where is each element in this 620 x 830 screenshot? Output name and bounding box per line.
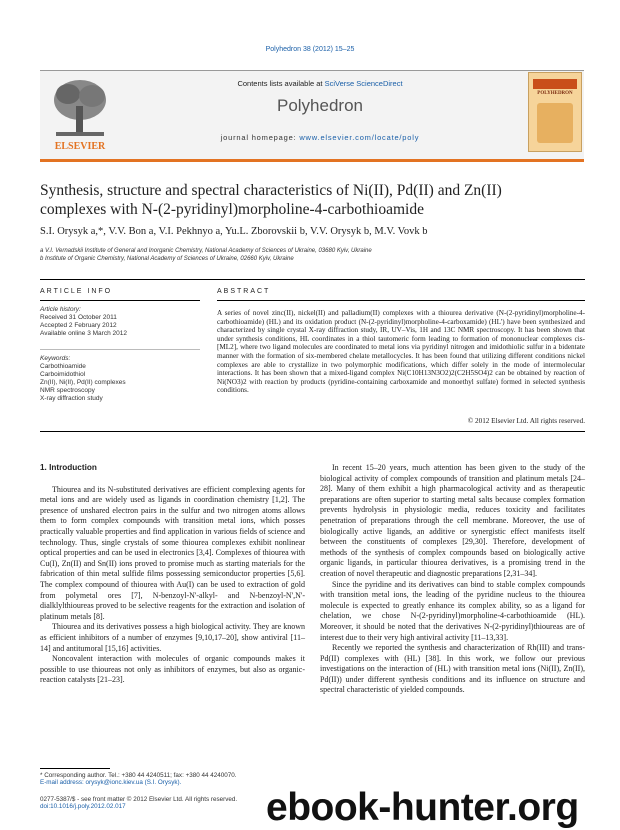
section-heading-introduction: 1. Introduction xyxy=(40,463,97,472)
publisher-name: ELSEVIER xyxy=(54,141,106,152)
abstract-heading: ABSTRACT xyxy=(217,288,271,295)
journal-name: Polyhedron xyxy=(276,96,363,115)
email-address-link[interactable]: E-mail address: orysyk@ionc.kiev.ua (S.I. Orysyk). xyxy=(40,779,182,786)
elsevier-tree-logo-icon xyxy=(44,72,116,154)
title-line-1: Synthesis, structure and spectral characteristics of Ni(II), Pd(II) and Zn(II) xyxy=(40,182,502,199)
contents-availability xyxy=(120,79,520,88)
article-info-heading: ARTICLE INFO xyxy=(40,288,113,295)
paragraph: Thiourea and its N-substituted derivatives are efficient complexing agents for metal ions and are widely used as ligands in coordination chemistry [1,2]. The presence of unshared electron pairs in the sulfur and two nitrogen atoms allows them to form complex compounds with transition metal ions, which posses practically valuable properties and find application in various fields of science and technology. Thus, single crystals of some thiourea complexes exhibit nonlinear optical properties and can be used in electronics [3,4]. Complexes of thiourea with Cu(I), Zn(II) and Sn(II) ions proved to promise much as starting materials for the fabrication of thin metal sulfide films possessing semiconductor properties [5,6]. The complex compound of thiourea with Au(I) can be used to extraction of gold from polymetal ores [7], N-benzoyl-N'-alkyl- and N-benzoyl-N',N'-dialklylthioureas proved to be selective reagents for the extraction and isolation of platinum metals [8]. xyxy=(40,484,305,621)
article-title xyxy=(40,181,585,219)
history-online: Available online 3 March 2012 xyxy=(40,330,127,337)
divider xyxy=(217,300,585,301)
homepage-link[interactable]: www.elsevier.com/locate/poly xyxy=(299,133,420,142)
paragraph: Noncovalent interaction with molecules of organic compounds makes it possible to use thioureas not only as inhibitors of enzymes, but also as organic-reaction catalysts [21–23]. xyxy=(40,654,305,685)
keyword-item: Carboimidothiol xyxy=(40,371,86,378)
abstract-copyright: © 2012 Elsevier Ltd. All rights reserved. xyxy=(467,417,585,425)
paragraph: In recent 15–20 years, much attention has been given to the study of the biological activity of complex compounds of transition and platinum metals [24–28]. Many of them exhibit a high pharmacological activity and as therapeutic preparations are often superior to starting metal salts because complex formation prevents hydrolysis in physiologic media, reduces toxicity and facilitates penetration of preparations through the cell membrane. Moreover, the use of biologically active ligands, an additive or synergistic effect manifests itself between the constituents of complexes [29,30]. Therefore, development of methods of the synthesis of complex compounds based on biologically active organic ligands, in particular thiourea derivatives, is a promising trend in the creation of novel therapeutic and diagnostic preparations [2,31–34]. xyxy=(320,463,585,578)
footnote-divider xyxy=(40,768,110,769)
history-received: Received 31 October 2011 xyxy=(40,314,117,321)
left-column xyxy=(40,463,305,686)
keyword-item: Zn(II), Ni(II), Pd(II) complexes xyxy=(40,379,126,386)
keywords-block xyxy=(40,355,205,403)
homepage-prefix: journal homepage: xyxy=(220,133,300,142)
divider xyxy=(40,279,585,280)
title-line-2: complexes with N-(2-pyridinyl)morpholine-4-carbothioamide xyxy=(40,201,424,218)
affiliation-b: b Institute of Organic Chemistry, National Academy of Sciences of Ukraine, 02660 Kyiv, Ukraine xyxy=(40,256,294,262)
keywords-label: Keywords: xyxy=(40,355,71,362)
keyword-item: Carbothioamide xyxy=(40,363,86,370)
paragraph: Since the pyridine and its derivatives can bind to stable complex compounds with transition metal ions, the leading of the pyridine nucleus to the thiourea molecule is expected to greatly enhance its complex ability, so as a ligand for chelation, we chose N-(2-pyridinyl)morpholine-4-carbothioamide (HL). Moreover, it should be noted that the derivatives N-(2-pyridinyl)thioureas are of interest due to their very high antiviral activity [11–13,33]. xyxy=(320,579,585,642)
corresponding-author-note: * Corresponding author. Tel.: +380 44 4240511; fax: +380 44 4240070. xyxy=(40,772,237,779)
doi-link[interactable]: doi:10.1016/j.poly.2012.02.017 xyxy=(40,803,126,810)
article-history xyxy=(40,306,205,338)
abstract-text: A series of novel zinc(II), nickel(II) and palladium(II) complexes with a thiourea derivative (N-(2-pyridinyl)morpholine-4-carbothioamide) (HL) and its oxidation product (N-(2-pyridinyl)morpholine-4-carboxamide) (HL') have been synthesized and characterized by single crystal X-ray diffraction study, IR, UV–Vis, 1H and 13C NMR spectroscopy. It has been shown that under synthesis conditions, HL coordinates in a thiol tautomeric form leading to formation of mononuclear complexes cis-[ML2], where two ligand molecules are coordinated to metal ions via pyridinyl nitrogen and imidothiolic sulfur in a bidentate manner with the formation of six-membered chelate metallocycles. It has been found that utilizing different conditions nickel complexes are able to crystallize in two polymorphic modifications, which differ solely in the mode of intermolecular interactions. It has been shown that a mixed-ligand complex Ni(C10H13N3O2)2(C2H5SO4)2 can be obtained by reaction of Ni(NO3)2 with reaction by products (pyridine-containing carboxamide and monoethyl sulfate) formed in selected synthesis conditions. xyxy=(217,309,585,395)
keyword-item: NMR spectroscopy xyxy=(40,387,95,394)
paragraph: Thiourea and its derivatives possess a high biological activity. They are known as efficient inhibitors of a number of enzymes [9,10,17–20], show antiviral [11–14] and antitumoral [15,16] activities. xyxy=(40,622,305,653)
journal-reference[interactable]: Polyhedron 38 (2012) 15–25 xyxy=(265,46,355,53)
keyword-item: X-ray diffraction study xyxy=(40,395,103,402)
divider xyxy=(40,349,200,350)
journal-cover-thumbnail[interactable] xyxy=(528,72,582,152)
contents-prefix: Contents lists available at xyxy=(237,79,325,88)
history-accepted: Accepted 2 February 2012 xyxy=(40,322,117,329)
watermark-text: ebook-hunter.org xyxy=(266,786,579,829)
divider xyxy=(40,431,585,432)
divider xyxy=(40,300,200,301)
paragraph: Recently we reported the synthesis and characterization of Rh(III) and trans-Pd(II) complexes with (HL) [38]. In this work, we follow our previous investigations on the interaction of (HL) with transition metal ions (Ni(II), Zn(II), Pd(II)) under different synthesis conditions and its influence on structure and spectral characteristic of yielded compounds. xyxy=(320,643,585,695)
footnotes xyxy=(40,772,305,786)
right-column xyxy=(320,463,585,696)
author-list: S.I. Orysyk a,*, V.V. Bon a, V.I. Pekhnyo a, Yu.L. Zborovskii b, V.V. Orysyk b, M.V. Vovk b xyxy=(40,226,428,237)
journal-homepage xyxy=(120,133,520,142)
affiliation-a: a V.I. Vernadskii Institute of General and Inorganic Chemistry, National Academy of Sciences of Ukraine, 03680 Kyiv, Ukraine xyxy=(40,248,372,254)
history-label: Article history: xyxy=(40,306,81,313)
sciencedirect-link[interactable]: SciVerse ScienceDirect xyxy=(324,79,403,88)
issn-line: 0277-5387/$ - see front matter © 2012 Elsevier Ltd. All rights reserved. xyxy=(40,796,238,803)
cover-title: POLYHEDRON xyxy=(537,91,573,96)
